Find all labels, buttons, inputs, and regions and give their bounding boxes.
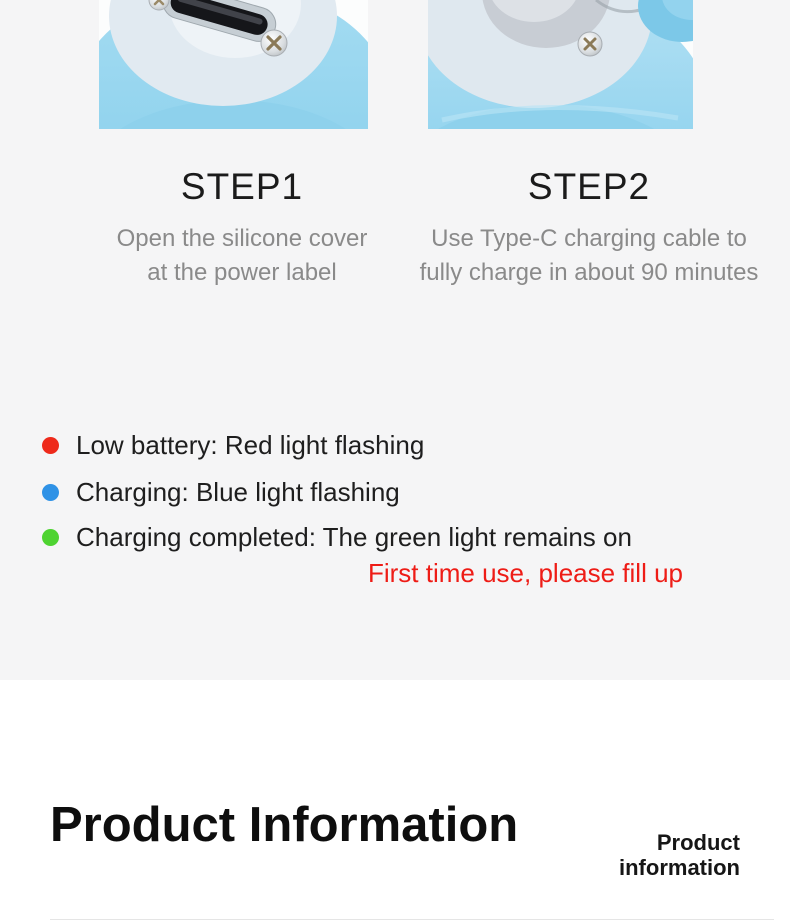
- corner-label-line2: information: [619, 855, 740, 880]
- step2-photo-silicone-cover: [428, 0, 693, 129]
- first-time-use-note: First time use, please fill up: [367, 558, 683, 588]
- indicator-low-battery: [42, 430, 424, 460]
- indicator-charging-completed: [42, 522, 632, 552]
- green-status-dot-icon: [42, 529, 59, 546]
- step1-title: STEP1: [180, 166, 304, 207]
- product-information-corner-label: [619, 830, 740, 880]
- silicone-cover-illustration: [428, 0, 693, 129]
- step1-description: [76, 222, 408, 290]
- red-status-dot-icon: [42, 437, 59, 454]
- step2-description: [398, 222, 780, 290]
- step1-block: [76, 165, 408, 290]
- step2-description-line2: fully charge in about 90 minutes: [419, 259, 759, 286]
- indicator-charging-completed-label: Charging completed: The green light remains on: [76, 522, 632, 552]
- indicator-charging-label: Charging: Blue light flashing: [76, 477, 400, 507]
- blue-status-dot-icon: [42, 484, 59, 501]
- indicator-low-battery-label: Low battery: Red light flashing: [76, 430, 425, 460]
- product-information-section: [0, 680, 790, 923]
- step1-description-line2: at the power label: [147, 259, 337, 286]
- usb-c-port-illustration: [99, 0, 368, 129]
- step2-block: [398, 165, 780, 290]
- step2-description-line1: Use Type-C charging cable to: [431, 225, 747, 252]
- step1-photo-usb-c-port: [99, 0, 368, 129]
- corner-label-line1: Product: [656, 830, 740, 855]
- indicator-charging: [42, 477, 400, 507]
- step2-title: STEP2: [527, 166, 651, 207]
- product-information-title: Product Information: [50, 798, 519, 852]
- bottom-divider: [50, 919, 774, 920]
- step1-description-line1: Open the silicone cover: [116, 225, 368, 252]
